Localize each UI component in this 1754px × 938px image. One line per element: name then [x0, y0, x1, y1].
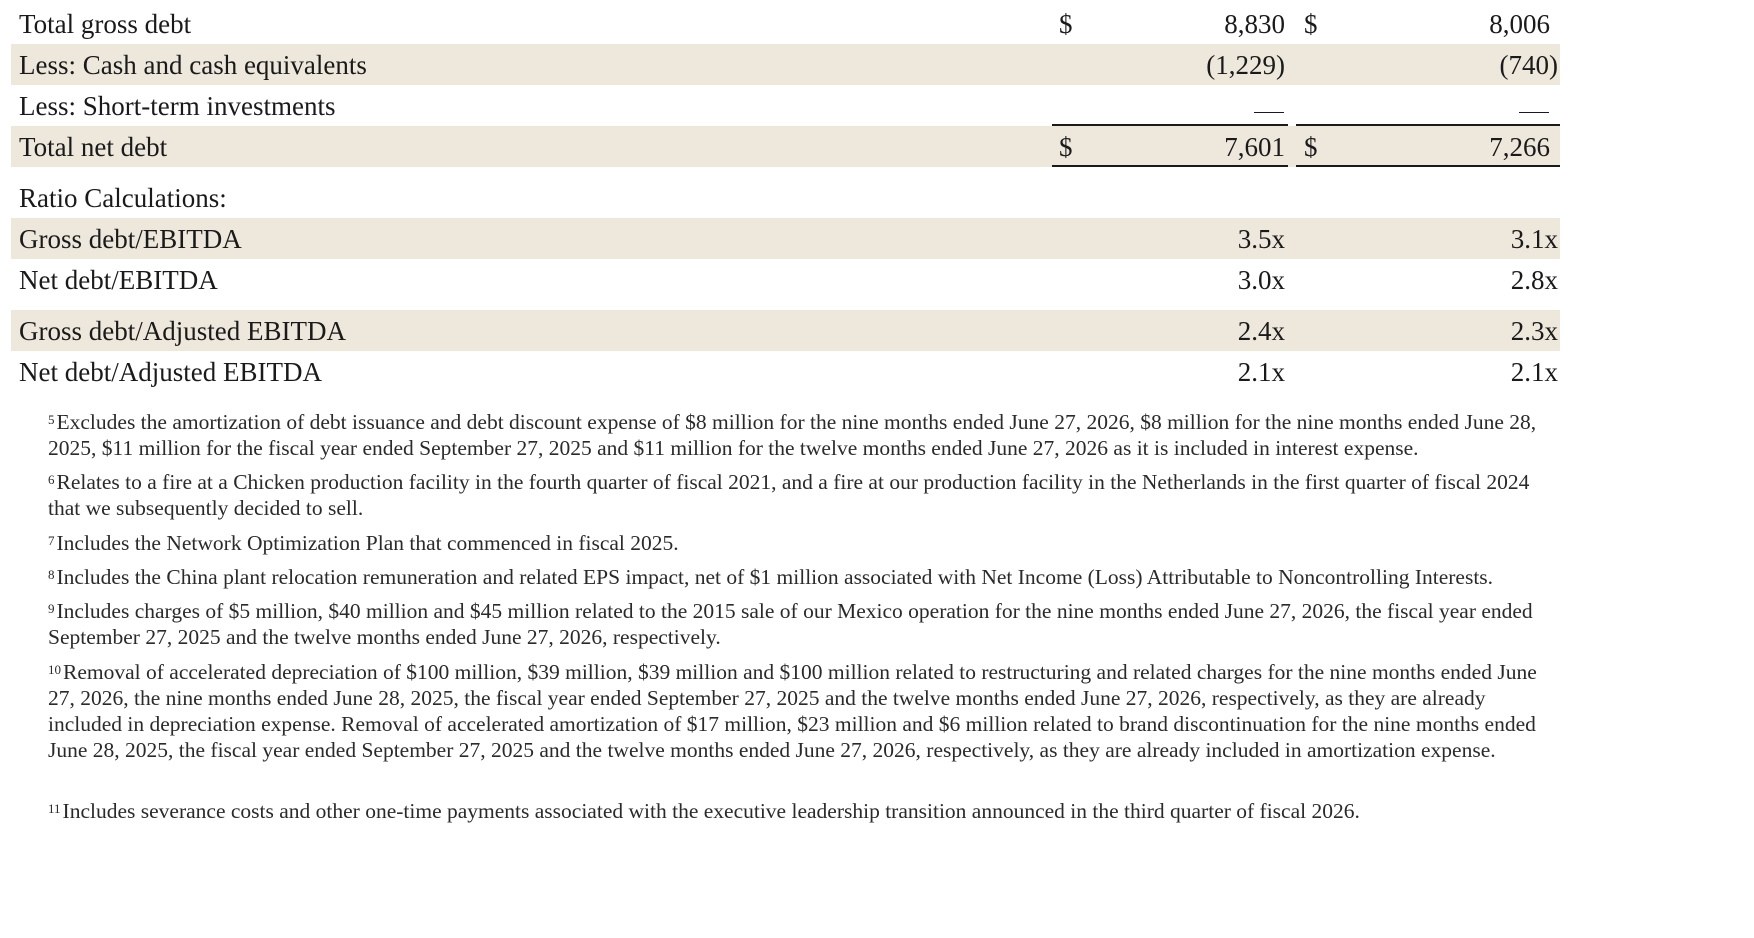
footnote-number: 6 [48, 472, 55, 487]
subtotal-rule [1296, 124, 1560, 126]
row-label: Gross debt/Adjusted EBITDA [19, 316, 346, 346]
footnote [48, 409, 1538, 461]
total-rule [1052, 165, 1288, 167]
row-label: Net debt/EBITDA [19, 265, 218, 295]
value-prior: 3.1x [1510, 224, 1558, 254]
row-label: Less: Short-term investments [19, 91, 336, 121]
value-prior: 2.3x [1510, 316, 1558, 346]
section-heading-row [11, 177, 1560, 218]
row-label: Less: Cash and cash equivalents [19, 50, 367, 80]
footnote [48, 530, 1538, 556]
value-prior: 7,266 [1489, 132, 1550, 162]
footnote-text: Includes severance costs and other one-time payments associated with the executive leadership transition announced in the third quarter of fiscal 2026. [62, 799, 1360, 823]
footnote-text: Includes the Network Optimization Plan that commenced in fiscal 2025. [56, 531, 679, 555]
footnote-number: 8 [48, 567, 55, 582]
currency-symbol: $ [1059, 132, 1073, 162]
total-rule [1296, 165, 1560, 167]
row-label: Net debt/Adjusted EBITDA [19, 357, 322, 387]
value-current: 8,830 [1224, 9, 1285, 39]
dash-value-current [1254, 85, 1284, 126]
value-current: 2.4x [1237, 316, 1285, 346]
section-heading: Ratio Calculations: [19, 183, 227, 213]
footnote-text: Excludes the amortization of debt issuance and debt discount expense of $8 million for the nine months ended June 27, 2026, $8 million for the nine months ended June 28, 2025, $11 million for the fiscal year ended September 27, 2025 and $11 million for the twelve months ended June 27, 2026 as it is included in interest expense. [48, 410, 1537, 460]
footnote-text: Relates to a fire at a Chicken production facility in the fourth quarter of fiscal 2021, and a fire at our production facility in the Netherlands in the first quarter of fiscal 2024 that we subsequently decided to sell. [48, 470, 1530, 520]
currency-symbol: $ [1304, 132, 1318, 162]
currency-symbol: $ [1304, 9, 1318, 39]
value-prior: 8,006 [1489, 9, 1550, 39]
table-row [11, 310, 1560, 351]
row-label: Total gross debt [19, 9, 192, 39]
value-current: 3.0x [1237, 265, 1285, 295]
row-label: Gross debt/EBITDA [19, 224, 242, 254]
table-row [11, 44, 1560, 85]
value-prior: 2.8x [1510, 265, 1558, 295]
value-current: 3.5x [1237, 224, 1285, 254]
value-current: 2.1x [1237, 357, 1285, 387]
footnote-text: Includes charges of $5 million, $40 million and $45 million related to the 2015 sale of our Mexico operation for the nine months ended June 27, 2026, the fiscal year ended September 27, 2025 and the twelve months ended June 27, 2026, respectively. [48, 599, 1533, 649]
subtotal-rule [1052, 124, 1288, 126]
table-row [11, 85, 1560, 126]
footnote [48, 659, 1538, 763]
value-current: 7,601 [1224, 132, 1285, 162]
footnote-number: 11 [48, 801, 61, 816]
row-label: Total net debt [19, 132, 168, 162]
value-current: (1,229) [1206, 50, 1285, 80]
table-row [11, 351, 1560, 392]
footnote-number: 7 [48, 533, 55, 548]
table-row [11, 126, 1560, 167]
value-prior: 2.1x [1510, 357, 1558, 387]
value-prior: (740) [1499, 50, 1558, 80]
footnote-number: 10 [48, 662, 61, 677]
footnote-text: Removal of accelerated depreciation of $100 million, $39 million, $39 million and $100 million related to restructuring and related charges for the nine months ended June 27, 2026, the nine months ended June 28, 2025, the fiscal year ended September 27, 2025 and the twelve months ended June 27, 2026, respectively, as they are already included in depreciation expense. Removal of accelerated amortization of $17 million, $23 million and $6 million related to brand discontinuation for the nine months ended June 28, 2025, the fiscal year ended September 27, 2025 and the twelve months ended June 27, 2026, respectively, as they are already included in amortization expense. [48, 660, 1537, 762]
footnote [48, 798, 1538, 824]
footnote-text: Includes the China plant relocation remuneration and related EPS impact, net of $1 million associated with Net Income (Loss) Attributable to Noncontrolling Interests. [56, 565, 1494, 589]
footnote [48, 469, 1538, 521]
table-row [11, 259, 1560, 300]
footnote-number: 9 [48, 601, 55, 616]
currency-symbol: $ [1059, 9, 1073, 39]
table-row [11, 218, 1560, 259]
footnote [48, 564, 1538, 590]
dash-value-prior [1519, 85, 1549, 126]
table-row [11, 3, 1560, 44]
footnote-number: 5 [48, 412, 55, 427]
footnote [48, 598, 1538, 650]
